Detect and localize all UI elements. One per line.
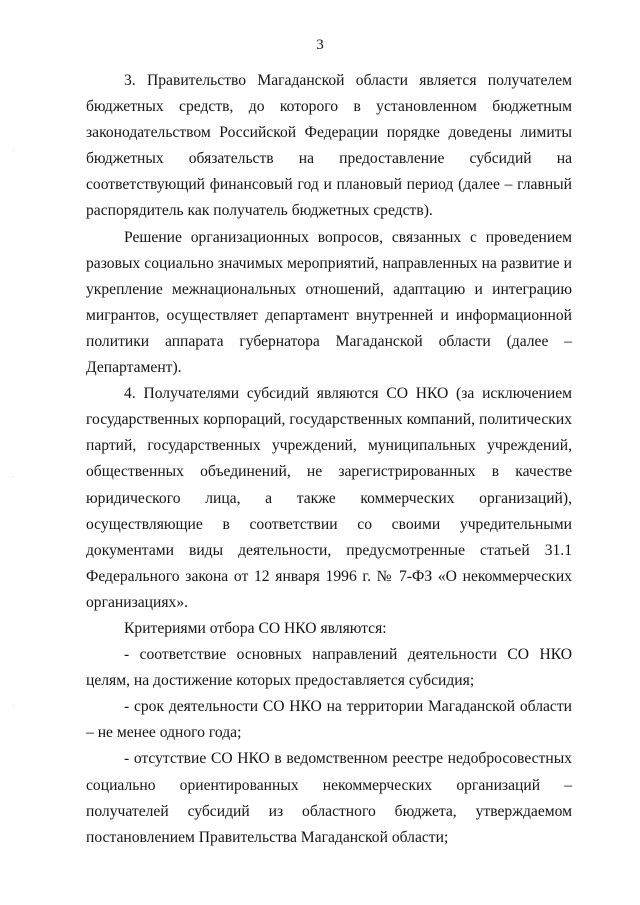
scan-edge-mark [13,150,14,151]
document-body [86,68,572,851]
scan-edge-mark [13,705,14,706]
paragraph-item-3: 3. Правительство Магаданской области является получателем бюджетных средств, до которого в установленном бюджетным законодательством Российской Федерации порядке доведены лимиты бюджетных обязательств на предоставление субсидий на соответствующий финансовый год и плановый период (далее – главный распорядитель как получатель бюджетных средств). [86,72,572,220]
page-number: 3 [316,37,324,53]
criteria-list-item: - срок деятельности СО НКО на территории Магаданской области – не менее одного года; [86,698,572,742]
paragraph-criteria-heading: Критериями отбора СО НКО являются: [124,619,387,637]
criteria-list-item: - отсутствие СО НКО в ведомственном реестре недобросовестных социально ориентированных некоммерческих организаций – получателей субсидий из областного бюджета, утверждаемом постановлением Правительства Магаданской области; [86,750,572,846]
paragraph-item-4: 4. Получателями субсидий являются СО НКО (за исключением государственных корпораций, государственных компаний, политических партий, государственных учреждений, муниципальных учреждений, общественных объединений, не зарегистрированных в качестве юридического лица, а также коммерческих организаций), осуществляющие в соответствии со своими учредительными документами виды деятельности, предусмотренные статьей 31.1 Федерального закона от 12 января 1996 г. № 7-ФЗ «О некоммерческих организациях». [86,385,572,611]
criteria-list-item: - соответствие основных направлений деятельности СО НКО целям, на достижение которых предоставляется субсидия; [86,646,572,690]
paragraph-organizational-issues: Решение организационных вопросов, связанных с проведением разовых социально значимых мероприятий, направленных на развитие и укрепление межнациональных отношений, адаптацию и интеграцию мигрантов, осуществляет департамент внутренней и информационной политики аппарата губернатора Магаданской области (далее – Департамент). [86,228,572,377]
scan-edge-mark [13,476,14,477]
